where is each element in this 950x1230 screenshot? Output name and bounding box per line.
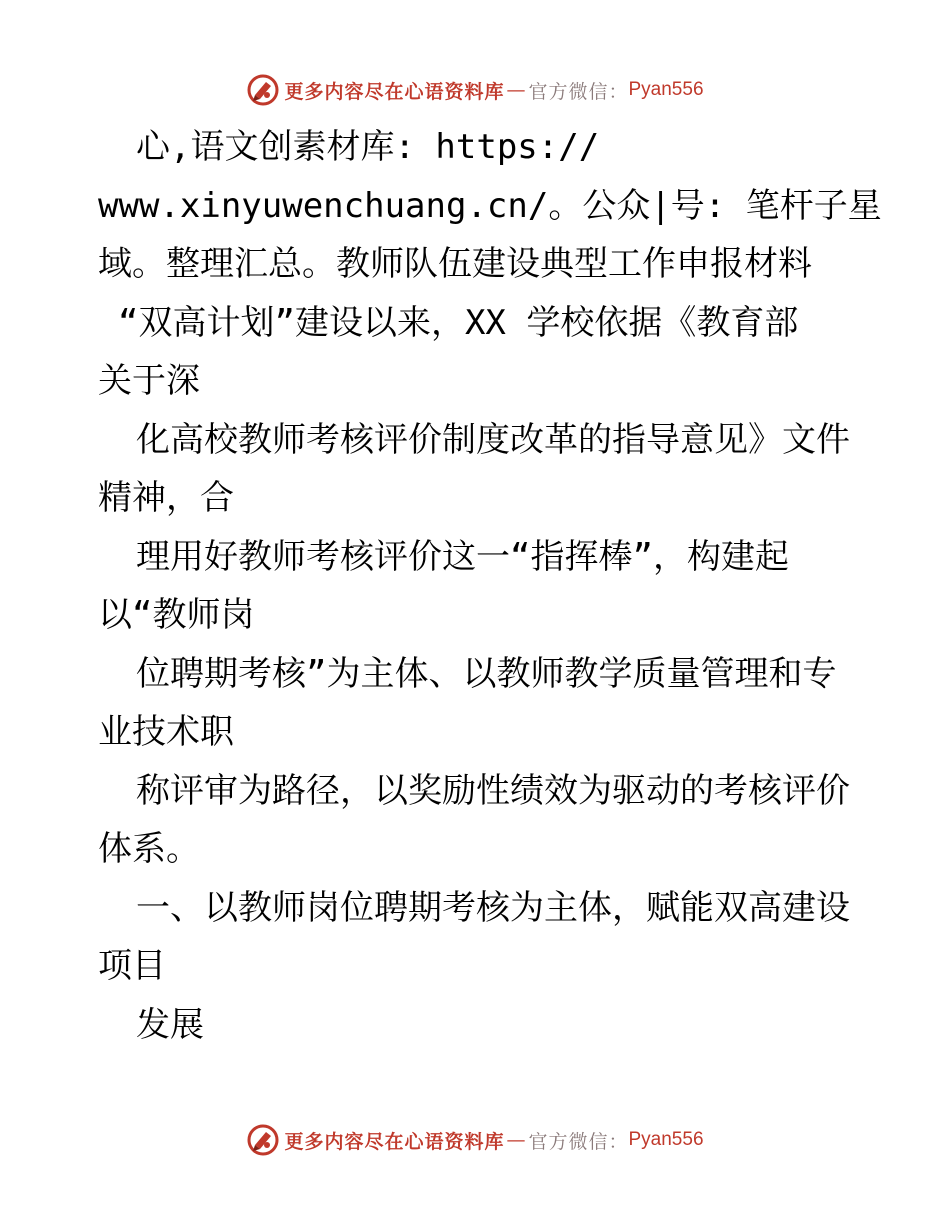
body-line: 位聘期考核”为主体、以教师教学质量管理和专 [136, 653, 837, 694]
footer-banner [0, 1120, 950, 1160]
banner-main-text: 更多内容尽在心语资料库 [284, 1130, 505, 1153]
banner-wechat-id: Pyan556 [628, 79, 704, 100]
pen-logo-icon [246, 73, 280, 107]
body-line: 以“教师岗 [98, 595, 255, 635]
banner-wechat-id: Pyan556 [628, 1129, 704, 1150]
body-line: 化高校教师考核评价制度改革的指导意见》文件 [136, 419, 850, 460]
body-line: 心,语文创素材库: https:// [136, 127, 600, 167]
document-body [0, 125, 950, 1061]
body-line: www.xinyuwenchuang.cn/。公众|号: 笔杆子星 [98, 185, 882, 226]
body-line: “双高计划”建设以来，XX 学校依据《教育部 [118, 302, 799, 343]
banner-wechat-label: 官方微信： [528, 1130, 629, 1153]
body-line: 体系。 [98, 829, 200, 869]
banner-dash: — [506, 1129, 527, 1151]
header-banner [0, 70, 950, 110]
body-line: 项目 [98, 946, 166, 986]
banner-main-text: 更多内容尽在心语资料库 [284, 80, 505, 103]
body-line: 一、以教师岗位聘期考核为主体，赋能双高建设 [136, 887, 850, 928]
banner-wechat-label: 官方微信： [528, 80, 629, 103]
body-line: 精神，合 [98, 478, 234, 518]
body-line: 称评审为路径，以奖励性绩效为驱动的考核评价 [136, 770, 850, 811]
pen-logo-icon [246, 1123, 280, 1157]
body-line: 理用好教师考核评价这一“指挥棒”，构建起 [136, 536, 789, 577]
body-line: 关于深 [98, 361, 200, 401]
body-line: 发展 [136, 1004, 204, 1045]
body-line: 域。整理汇总。教师队伍建设典型工作申报材料 [98, 244, 812, 284]
body-line: 业技术职 [98, 712, 234, 752]
banner-dash: — [506, 79, 527, 101]
